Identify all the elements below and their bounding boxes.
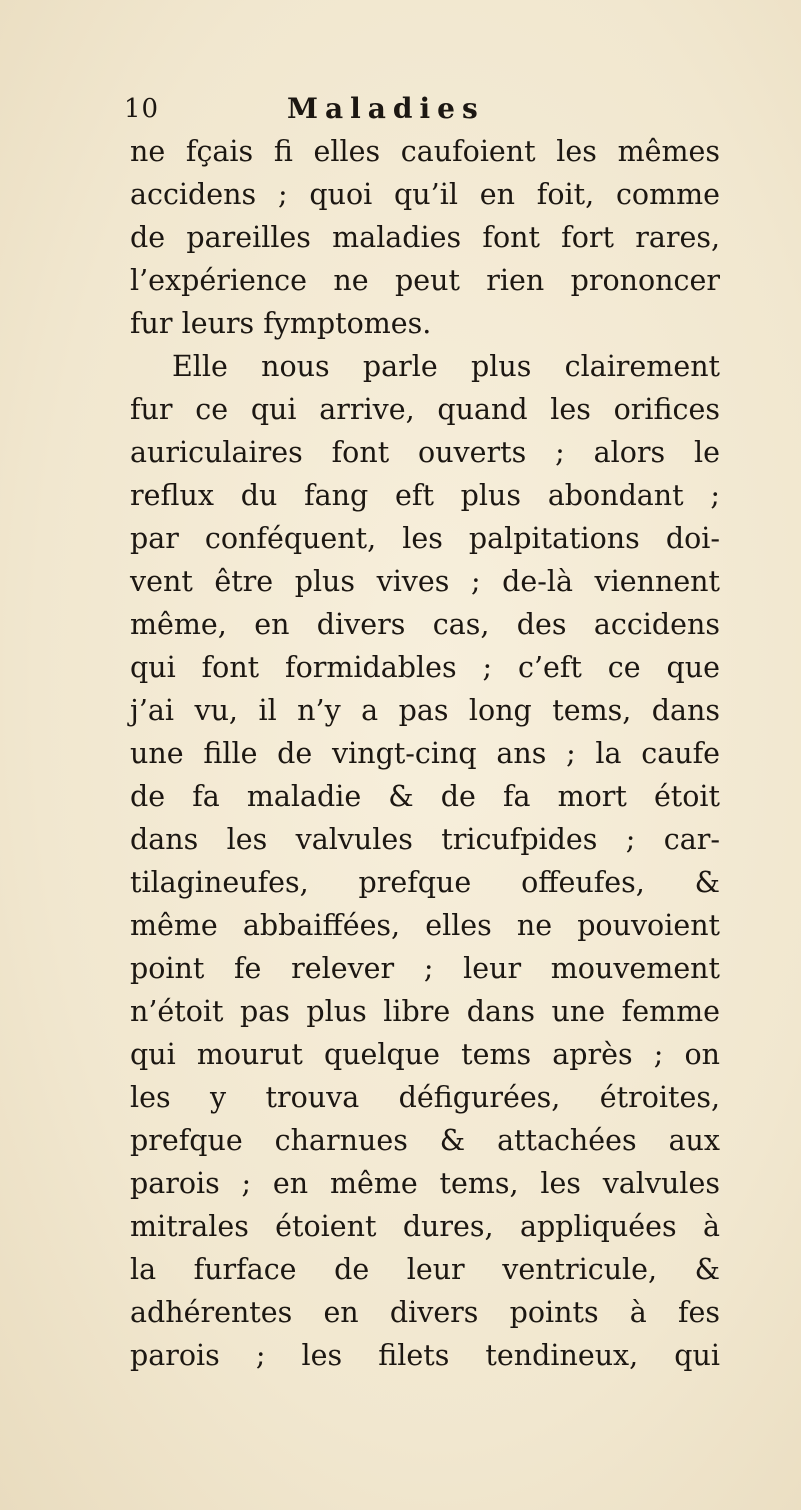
text-line: parois ; les filets tendineux, qui	[130, 1339, 720, 1372]
text-line: de pareilles maladies font fort rares,	[130, 221, 720, 254]
text-line: l’expérience ne peut rien prononcer	[130, 264, 720, 297]
text-line: même, en divers cas, des accidens	[130, 608, 720, 641]
text-line: qui mourut quelque tems après ; on	[130, 1038, 720, 1071]
text-line: dans les valvules tricufpides ; car-	[130, 823, 720, 856]
text-line: une fille de vingt-cinq ans ; la caufe	[130, 737, 720, 770]
text-line: Elle nous parle plus clairement	[172, 350, 720, 383]
running-title: Maladies	[287, 92, 485, 125]
text-line: par conféquent, les palpitations doi-	[130, 522, 720, 555]
text-line: mitrales étoient dures, appliquées à	[130, 1210, 720, 1243]
text-line: fur leurs fymptomes.	[130, 307, 432, 340]
text-line: de fa maladie & de fa mort étoit	[130, 780, 720, 813]
text-line: tilagineufes, prefque offeufes, &	[130, 866, 720, 899]
text-line: prefque charnues & attachées aux	[130, 1124, 720, 1157]
text-line: qui font formidables ; c’eft ce que	[130, 651, 720, 684]
text-line: reflux du fang eft plus abondant ;	[130, 479, 720, 512]
text-line: les y trouva défigurées, étroites,	[130, 1081, 720, 1114]
text-line: auriculaires font ouverts ; alors le	[130, 436, 720, 469]
text-line: accidens ; quoi qu’il en foit, comme	[130, 178, 720, 211]
text-line: parois ; en même tems, les valvules	[130, 1167, 720, 1200]
text-line: vent être plus vives ; de-là viennent	[130, 565, 720, 598]
text-line: la furface de leur ventricule, &	[130, 1253, 720, 1286]
page-number: 10	[124, 94, 160, 124]
text-line: fur ce qui arrive, quand les orifices	[130, 393, 720, 426]
text-line: même abbaiffées, elles ne pouvoient	[130, 909, 720, 942]
body-text	[130, 0, 720, 1510]
text-line: n’étoit pas plus libre dans une femme	[130, 995, 720, 1028]
text-line: ne fçais fi elles caufoient les mêmes	[130, 135, 720, 168]
text-line: j’ai vu, il n’y a pas long tems, dans	[130, 694, 720, 727]
text-line: point fe relever ; leur mouvement	[130, 952, 720, 985]
text-line: adhérentes en divers points à fes	[130, 1296, 720, 1329]
